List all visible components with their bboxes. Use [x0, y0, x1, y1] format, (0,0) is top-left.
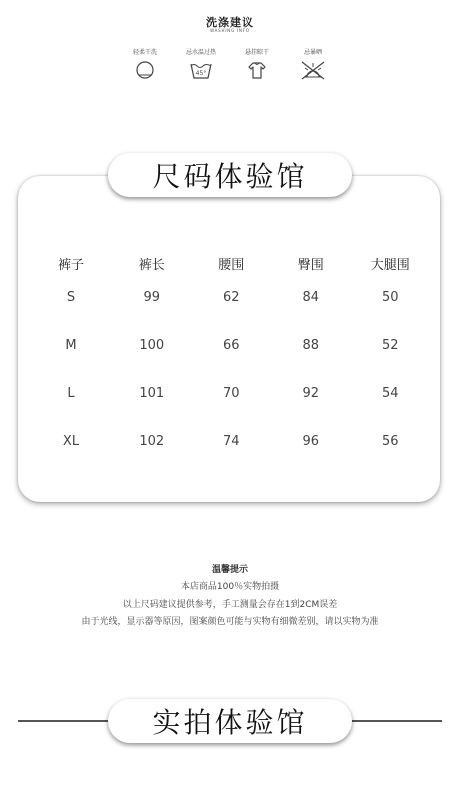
- care-item-dry-clean: [118, 47, 172, 87]
- table-row: [30, 386, 430, 434]
- table-cell: 70: [222, 386, 240, 401]
- table-row: [30, 338, 430, 386]
- table-cell: 74: [222, 434, 240, 449]
- care-subtitle: WASHING INFO: [210, 28, 250, 33]
- header-cell: 臀围: [297, 258, 324, 273]
- table-cell: 62: [222, 290, 240, 305]
- size-banner: 尺码体验馆: [108, 153, 352, 197]
- header-cell: 大腿围: [370, 258, 410, 273]
- divider-right: [346, 720, 442, 722]
- care-item-hang-dry: [230, 47, 284, 87]
- notice-line: 本店商品100％实物拍摄: [180, 582, 280, 592]
- care-label: 忌暴晒: [303, 49, 322, 56]
- care-icons-row: [118, 47, 340, 87]
- notice-title: 温馨提示: [211, 565, 248, 575]
- table-cell: 50: [381, 290, 399, 305]
- wash-temp-label: 45°: [195, 70, 207, 77]
- wash-45-icon: [189, 60, 213, 80]
- table-cell: M: [65, 338, 77, 353]
- care-item-wash-temp: [174, 47, 228, 87]
- table-cell: 66: [222, 338, 240, 353]
- table-cell: L: [67, 386, 75, 401]
- notice-line: 由于光线，显示器等原因，图案颜色可能与实物有细微差别，请以实物为准: [81, 617, 379, 627]
- table-row: [30, 290, 430, 338]
- size-table: [30, 254, 430, 482]
- no-sun-icon: [300, 60, 326, 80]
- header-cell: 裤子: [57, 258, 84, 273]
- table-cell: 100: [139, 338, 165, 353]
- table-cell: XL: [62, 434, 80, 449]
- table-cell: 101: [139, 386, 165, 401]
- table-cell: 102: [139, 434, 165, 449]
- notice-line: 以上尺码建议提供参考，手工测量会存在1到2CM误差: [122, 600, 338, 610]
- table-cell: 92: [302, 386, 320, 401]
- table-cell: 96: [302, 434, 320, 449]
- dry-clean-icon: [135, 60, 155, 80]
- header-cell: 腰围: [218, 258, 245, 273]
- care-label: 忌水温过热: [185, 49, 216, 56]
- table-cell: 56: [381, 434, 399, 449]
- table-cell: 99: [143, 290, 161, 305]
- divider-left: [18, 720, 114, 722]
- size-table-header: [30, 254, 430, 290]
- hang-dry-icon: [247, 60, 267, 80]
- table-cell: 54: [381, 386, 399, 401]
- table-cell: 84: [302, 290, 320, 305]
- care-label: 轻柔干洗: [132, 49, 157, 56]
- table-cell: 88: [302, 338, 320, 353]
- table-row: [30, 434, 430, 482]
- table-cell: 52: [381, 338, 399, 353]
- table-cell: S: [66, 290, 76, 305]
- care-label: 悬挂晾干: [244, 49, 269, 56]
- care-item-no-sun: [286, 47, 340, 87]
- photo-banner: 实拍体验馆: [108, 699, 352, 743]
- header-cell: 裤长: [138, 258, 165, 273]
- care-title: 洗涤建议: [206, 16, 254, 29]
